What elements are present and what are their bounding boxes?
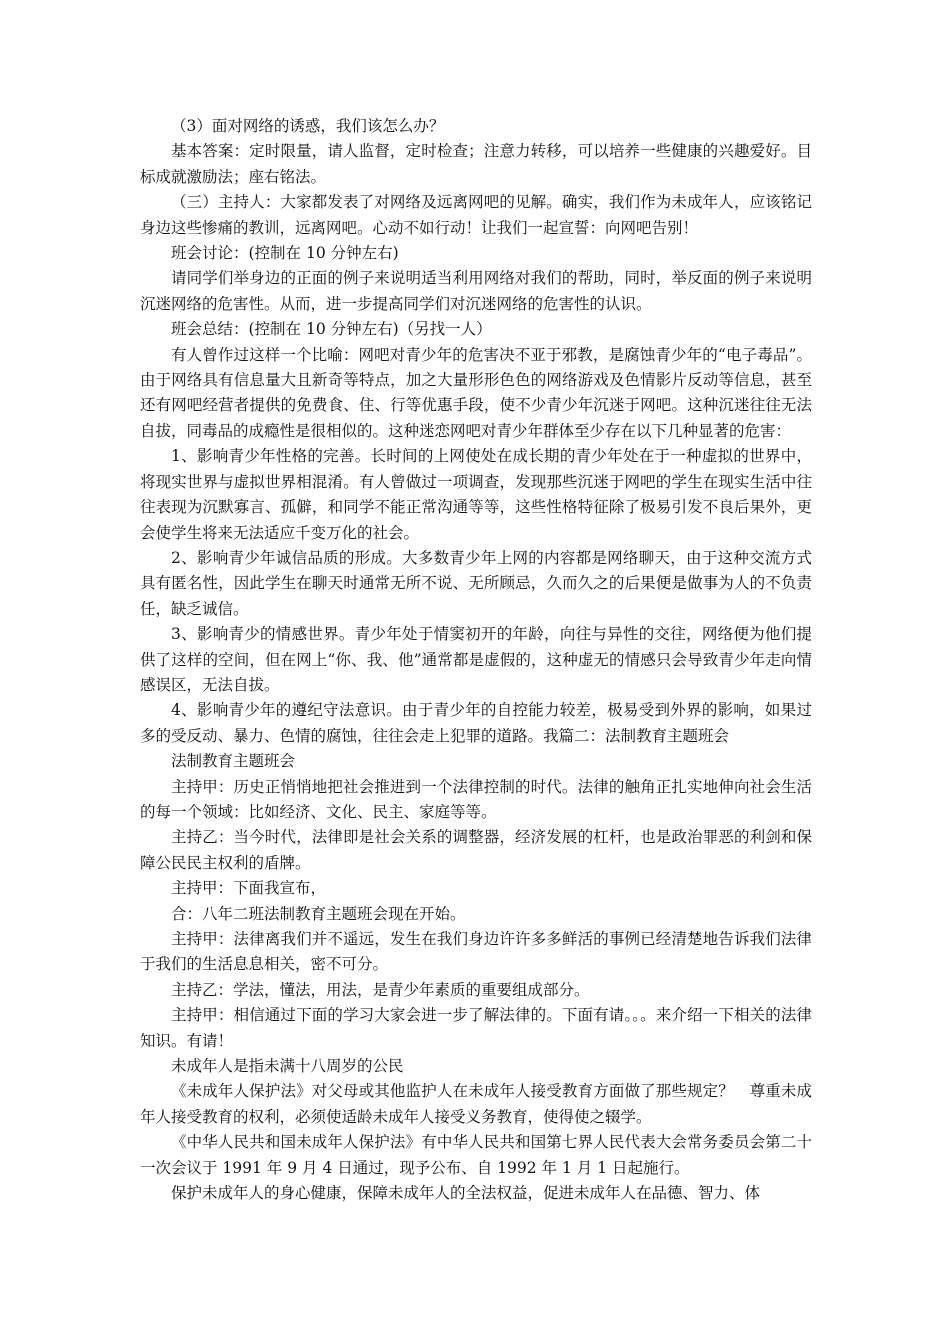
paragraph-together-start: 合：八年二班法制教育主题班会现在开始。 <box>171 904 466 923</box>
paragraph-internet-temptation-question: （3）面对网络的诱惑，我们该怎么办？ <box>171 117 445 135</box>
document-body <box>140 114 812 1206</box>
paragraph-legal-education-title: 法制教育主题班会 <box>171 752 296 771</box>
paragraph-class-discussion-body: 请同学们举身边的正面的例子来说明适当利用网络对我们的帮助，同时，举反面的例子来说明沉迷网络的危害性。从而，进一步提高同学们对沉迷网络的危害性的认识。 <box>140 269 812 313</box>
paragraph-host-b-learn-law: 主持乙：学法，懂法，用法，是青少年素质的重要组成部分。 <box>171 980 590 999</box>
paragraph-protection-law-education: 《未成年人保护法》对父母或其他监护人在未成年人接受教育方面做了那些规定？ 尊重未成年人接受教育的权利，必须使适龄未成年人接受义务教育，使得使之辍学。 <box>140 1082 812 1126</box>
paragraph-harm-personality: 1、影响青少年性格的完善。长时间的上网使处在成长期的青少年处在于一种虚拟的世界中，将现实世界与虚拟世界相混淆。有人曾做过一项调查，发现那些沉迷于网吧的学生在现实生活中往往表现为沉默寡言、孤僻，和同学不能正常沟通等等，这些性格特征除了极易引发不良后果外，更会使学生将来无法适应千变万化的社会。 <box>140 447 812 542</box>
paragraph-host-a-announce: 主持甲：下面我宣布， <box>171 879 327 898</box>
paragraph-harm-integrity: 2、影响青少年诚信品质的形成。大多数青少年上网的内容都是网络聊天，由于这种交流方式具有匿名性，因此学生在聊天时通常无所不说、无所顾忌，久而久之的后果便是做事为人的不负责任，缺乏诚信。 <box>140 548 812 618</box>
paragraph-summary-metaphor: 有人曾作过这样一个比喻：网吧对青少年的危害决不亚于邪教，是腐蚀青少年的“电子毒品”。由于网络具有信息量大且新奇等特点，加之大量形形色色的网络游戏及色情影片反动等信息，甚至还有网吧经营者提供的免费食、住、行等优惠手段，使不少青少年沉迷于网吧。这种沉迷往往无法自拔，同毒品的成瘾性是很相似的。这种迷恋网吧对青少年群体至少存在以下几种显著的危害： <box>140 345 812 440</box>
paragraph-class-discussion-heading: 班会讨论：(控制在 10 分钟左右) <box>171 244 399 263</box>
paragraph-harm-emotions: 3、影响青少的情感世界。青少年处于情窦初开的年龄，向往与异性的交往，网络便为他们提供了这样的空间，但在网上“你、我、他”通常都是虚假的，这种虚无的情感只会导致青少年走向情感误区，无法自拔。 <box>140 625 812 694</box>
paragraph-protection-law-enactment: 《中华人民共和国未成年人保护法》有中华人民共和国第七界人民代表大会常务委员会第二十一次会议于 1991 年 9 月 4 日通过，现予公布、自 1992 年 1 月 1 日起施行。 <box>140 1133 812 1177</box>
paragraph-host-a-law-near: 主持甲：法律离我们并不遥远，发生在我们身边许许多多鲜活的事例已经清楚地告诉我们法律于我们的生活息息相关，密不可分。 <box>140 930 812 974</box>
paragraph-minor-definition: 未成年人是指未满十八周岁的公民 <box>171 1057 404 1076</box>
paragraph-harm-law-awareness: 4、影响青少年的遵纪守法意识。由于青少年的自控能力较差，极易受到外界的影响，如果过多的受反动、暴力、色情的腐蚀，往往会走上犯罪的道路。我篇二：法制教育主题班会 <box>140 701 812 745</box>
paragraph-host-a-intro: 主持甲：历史正悄悄地把社会推进到一个法律控制的时代。法律的触角正扎实地伸向社会生活的每一个领域：比如经济、文化、民主、家庭等等。 <box>140 777 812 821</box>
paragraph-host-a-invite: 主持甲：相信通过下面的学习大家会进一步了解法律的。下面有请。。。来介绍一下相关的法律知识。有请！ <box>140 1006 812 1050</box>
paragraph-host-farewell-pledge: （三）主持人：大家都发表了对网络及远离网吧的见解。确实，我们作为未成年人，应该铭记身边这些惨痛的教训，远离网吧。心动不如行动！让我们一起宣誓：向网吧告别！ <box>140 193 812 237</box>
paragraph-basic-answer: 基本答案：定时限量，请人监督，定时检查；注意力转移，可以培养一些健康的兴趣爱好。目标成就激励法；座右铭法。 <box>140 142 812 186</box>
paragraph-host-b-intro: 主持乙：当今时代，法律即是社会关系的调整器，经济发展的杠杆，也是政治罪恶的利剑和保障公民民主权利的盾牌。 <box>140 828 812 872</box>
paragraph-protection-purpose: 保护未成年人的身心健康，保障未成年人的全法权益，促进未成年人在品德、智力、体 <box>171 1184 761 1203</box>
paragraph-class-summary-heading: 班会总结：(控制在 10 分钟左右)（另找一人） <box>171 320 492 339</box>
